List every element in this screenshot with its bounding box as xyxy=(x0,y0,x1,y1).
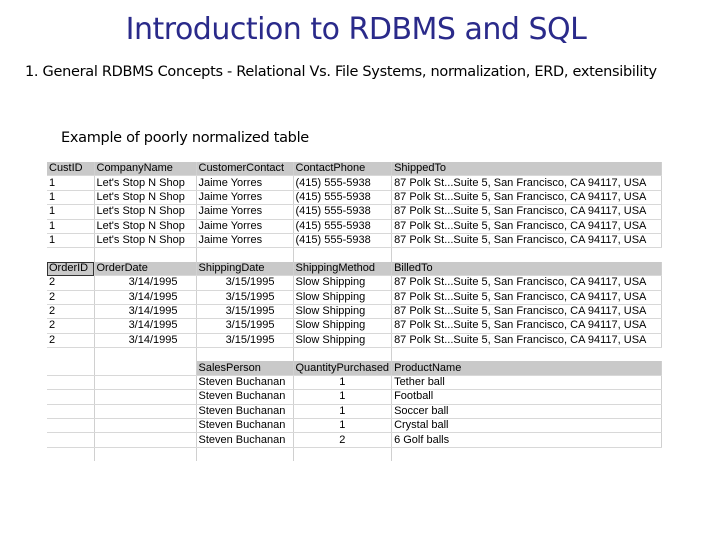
column-header[interactable]: OrderID xyxy=(47,262,94,276)
table-row xyxy=(47,433,662,447)
table-cell[interactable]: Jaime Yorres xyxy=(196,219,293,233)
empty-row xyxy=(47,447,662,461)
table-cell[interactable]: 1 xyxy=(293,375,392,389)
table-cell[interactable]: 1 xyxy=(47,219,94,233)
table-row xyxy=(47,276,662,290)
table-cell[interactable]: Steven Buchanan xyxy=(196,404,293,418)
table-cell[interactable]: Let's Stop N Shop xyxy=(94,219,196,233)
table-cell[interactable]: 1 xyxy=(293,390,392,404)
table-caption: Example of poorly normalized table xyxy=(61,130,309,146)
empty-cell[interactable] xyxy=(293,348,392,362)
table-row xyxy=(47,375,662,389)
table-cell[interactable]: Slow Shipping xyxy=(293,290,392,304)
table-row xyxy=(47,290,662,304)
table-cell[interactable]: 1 xyxy=(47,233,94,247)
table-cell[interactable]: Tether ball xyxy=(392,375,662,389)
table-cell[interactable]: (415) 555-5938 xyxy=(293,233,392,247)
header-row xyxy=(47,361,662,375)
column-header[interactable]: ShippingDate xyxy=(196,262,293,276)
table-cell[interactable]: 2 xyxy=(47,304,94,318)
empty-cell[interactable] xyxy=(47,404,94,418)
table-cell[interactable]: 3/15/1995 xyxy=(196,319,293,333)
table-cell[interactable]: 87 Polk St...Suite 5, San Francisco, CA 94117, USA xyxy=(392,176,662,190)
table-cell[interactable]: 1 xyxy=(47,176,94,190)
table-cell[interactable]: Jaime Yorres xyxy=(196,176,293,190)
empty-cell[interactable] xyxy=(392,348,662,362)
header-row xyxy=(47,162,662,176)
empty-cell[interactable] xyxy=(293,447,392,461)
table-cell[interactable]: 3/15/1995 xyxy=(196,276,293,290)
table-row xyxy=(47,219,662,233)
table-cell[interactable]: 87 Polk St...Suite 5, San Francisco, CA 94117, USA xyxy=(392,319,662,333)
table-cell[interactable]: 2 xyxy=(47,290,94,304)
empty-cell[interactable] xyxy=(94,248,196,262)
table-cell[interactable]: Slow Shipping xyxy=(293,304,392,318)
table-row xyxy=(47,304,662,318)
table-cell[interactable]: 87 Polk St...Suite 5, San Francisco, CA 94117, USA xyxy=(392,233,662,247)
empty-cell[interactable] xyxy=(47,361,94,375)
table-cell[interactable]: 1 xyxy=(293,404,392,418)
column-header[interactable]: SalesPerson xyxy=(196,361,293,375)
table-cell[interactable]: Steven Buchanan xyxy=(196,433,293,447)
empty-cell[interactable] xyxy=(47,348,94,362)
table-cell[interactable]: 87 Polk St...Suite 5, San Francisco, CA 94117, USA xyxy=(392,205,662,219)
table-cell[interactable]: 2 xyxy=(293,433,392,447)
table-cell[interactable]: Slow Shipping xyxy=(293,276,392,290)
table-row xyxy=(47,190,662,204)
empty-cell[interactable] xyxy=(47,433,94,447)
table-cell[interactable]: 87 Polk St...Suite 5, San Francisco, CA 94117, USA xyxy=(392,304,662,318)
table-cell[interactable]: Soccer ball xyxy=(392,404,662,418)
empty-cell[interactable] xyxy=(47,248,94,262)
table-cell[interactable]: 87 Polk St...Suite 5, San Francisco, CA 94117, USA xyxy=(392,276,662,290)
table-row xyxy=(47,176,662,190)
column-header[interactable]: ProductName xyxy=(392,361,662,375)
table-cell[interactable]: Jaime Yorres xyxy=(196,190,293,204)
table-row xyxy=(47,419,662,433)
column-header[interactable]: CompanyName xyxy=(94,162,196,176)
table-row xyxy=(47,319,662,333)
table-cell[interactable]: Jaime Yorres xyxy=(196,205,293,219)
empty-cell[interactable] xyxy=(94,375,196,389)
table-cell[interactable]: 2 xyxy=(47,333,94,347)
table-cell[interactable]: 3/15/1995 xyxy=(196,304,293,318)
table-row xyxy=(47,205,662,219)
table-cell[interactable]: Steven Buchanan xyxy=(196,390,293,404)
table-cell[interactable]: 3/14/1995 xyxy=(94,290,196,304)
table-cell[interactable]: (415) 555-5938 xyxy=(293,190,392,204)
empty-cell[interactable] xyxy=(392,447,662,461)
table-cell[interactable]: 2 xyxy=(47,319,94,333)
table-cell[interactable]: 1 xyxy=(47,205,94,219)
header-row xyxy=(47,262,662,276)
empty-cell[interactable] xyxy=(94,390,196,404)
table-cell[interactable]: (415) 555-5938 xyxy=(293,219,392,233)
table-cell[interactable]: 3/14/1995 xyxy=(94,276,196,290)
table-cell[interactable]: Let's Stop N Shop xyxy=(94,233,196,247)
empty-cell[interactable] xyxy=(94,433,196,447)
empty-cell[interactable] xyxy=(47,447,94,461)
slide-title: Introduction to RDBMS and SQL xyxy=(125,12,587,47)
table-cell[interactable]: (415) 555-5938 xyxy=(293,176,392,190)
table-cell[interactable]: (415) 555-5938 xyxy=(293,205,392,219)
table-cell[interactable]: Slow Shipping xyxy=(293,319,392,333)
table-row xyxy=(47,233,662,247)
empty-cell[interactable] xyxy=(47,375,94,389)
table-cell[interactable]: 87 Polk St...Suite 5, San Francisco, CA 94117, USA xyxy=(392,290,662,304)
empty-cell[interactable] xyxy=(94,348,196,362)
table-cell[interactable]: Let's Stop N Shop xyxy=(94,176,196,190)
empty-cell[interactable] xyxy=(47,419,94,433)
column-header[interactable]: ShippedTo xyxy=(392,162,662,176)
table-cell[interactable]: Jaime Yorres xyxy=(196,233,293,247)
table-cell[interactable]: 3/14/1995 xyxy=(94,333,196,347)
empty-cell[interactable] xyxy=(196,447,293,461)
empty-row xyxy=(47,248,662,262)
column-header[interactable]: BilledTo xyxy=(392,262,662,276)
empty-cell[interactable] xyxy=(392,248,662,262)
table-cell[interactable]: 3/15/1995 xyxy=(196,333,293,347)
table-cell[interactable]: 87 Polk St...Suite 5, San Francisco, CA 94117, USA xyxy=(392,190,662,204)
empty-cell[interactable] xyxy=(94,447,196,461)
empty-row xyxy=(47,348,662,362)
empty-cell[interactable] xyxy=(293,248,392,262)
column-header[interactable]: ShippingMethod xyxy=(293,262,392,276)
spreadsheet-table xyxy=(47,162,662,461)
column-header[interactable]: QuantityPurchased xyxy=(293,361,392,375)
table-row xyxy=(47,404,662,418)
table-cell[interactable]: 3/14/1995 xyxy=(94,319,196,333)
table-cell[interactable]: Steven Buchanan xyxy=(196,419,293,433)
table-cell[interactable]: Let's Stop N Shop xyxy=(94,205,196,219)
table-cell[interactable]: 2 xyxy=(47,276,94,290)
column-header[interactable]: CustID xyxy=(47,162,94,176)
column-header[interactable]: CustomerContact xyxy=(196,162,293,176)
table-cell[interactable]: 6 Golf balls xyxy=(392,433,662,447)
table-cell[interactable]: 87 Polk St...Suite 5, San Francisco, CA 94117, USA xyxy=(392,219,662,233)
table-cell[interactable]: 3/15/1995 xyxy=(196,290,293,304)
empty-cell[interactable] xyxy=(196,248,293,262)
table-cell[interactable]: 87 Polk St...Suite 5, San Francisco, CA 94117, USA xyxy=(392,333,662,347)
table-cell[interactable]: Steven Buchanan xyxy=(196,375,293,389)
empty-cell[interactable] xyxy=(47,390,94,404)
slide-subtitle: 1. General RDBMS Concepts - Relational Vs. File Systems, normalization, ERD, extensibility xyxy=(25,64,657,80)
table-cell[interactable]: Slow Shipping xyxy=(293,333,392,347)
column-header[interactable]: OrderDate xyxy=(94,262,196,276)
table-cell[interactable]: 1 xyxy=(293,419,392,433)
empty-cell[interactable] xyxy=(94,404,196,418)
empty-cell[interactable] xyxy=(94,419,196,433)
table-cell[interactable]: Let's Stop N Shop xyxy=(94,190,196,204)
empty-cell[interactable] xyxy=(94,361,196,375)
table-cell[interactable]: 1 xyxy=(47,190,94,204)
table-cell[interactable]: 3/14/1995 xyxy=(94,304,196,318)
table-cell[interactable]: Crystal ball xyxy=(392,419,662,433)
empty-cell[interactable] xyxy=(196,348,293,362)
table-row xyxy=(47,390,662,404)
column-header[interactable]: ContactPhone xyxy=(293,162,392,176)
table-row xyxy=(47,333,662,347)
table-cell[interactable]: Football xyxy=(392,390,662,404)
